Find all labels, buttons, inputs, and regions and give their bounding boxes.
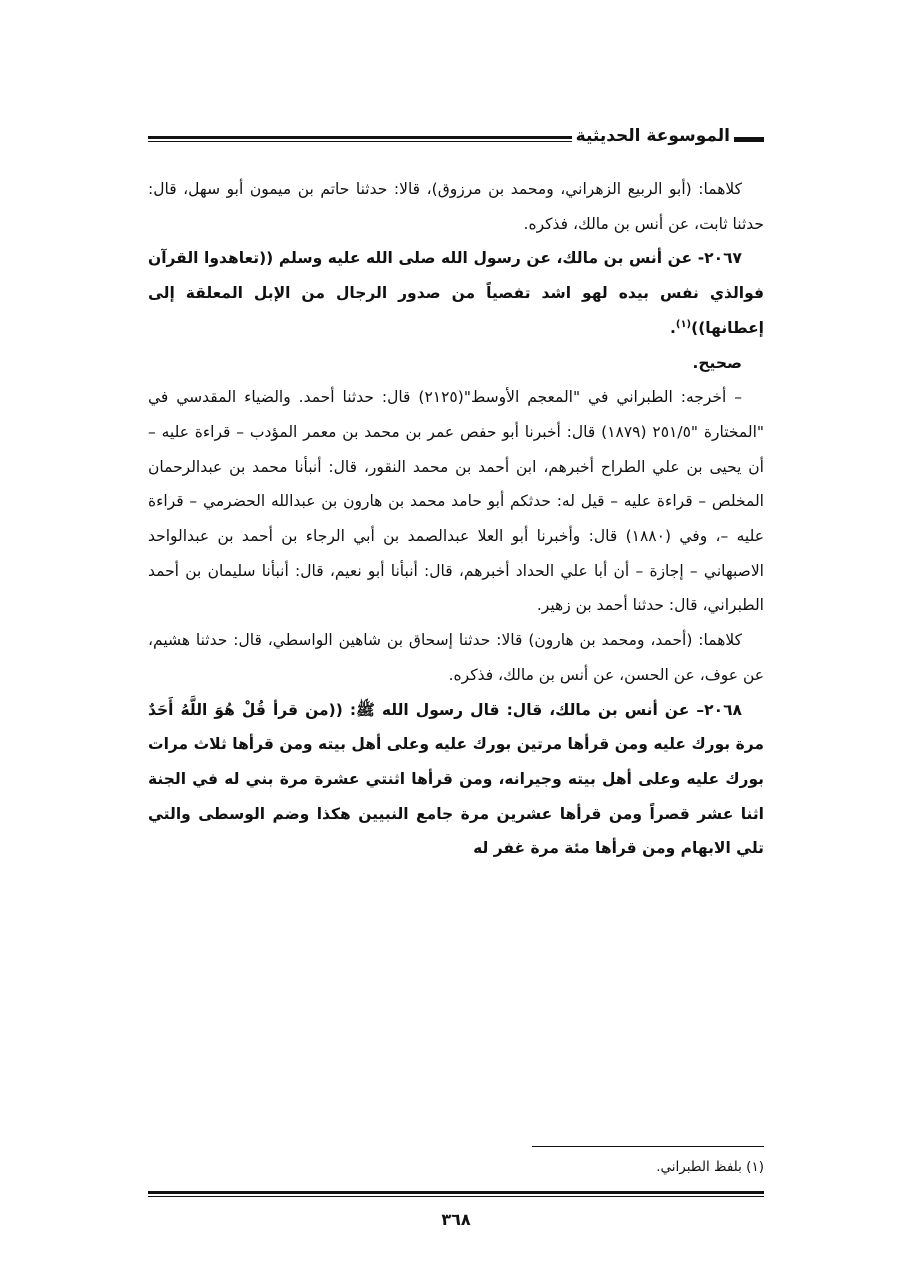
running-header: [148, 120, 764, 152]
header-rule-right: [734, 137, 764, 142]
footnote-marker: (١): [675, 318, 692, 330]
footnote: (١) بلفظ الطبراني.: [656, 1159, 764, 1175]
hadith-grade: صحيح.: [692, 353, 742, 372]
hadith-2067: [148, 241, 764, 345]
header-title: الموسوعة الحديثية: [575, 126, 730, 146]
body-text: [148, 172, 764, 866]
paragraph-chain-1: كلاهما: (أبو الربيع الزهراني، ومحمد بن مرزوق)، قالا: حدثنا حاتم بن ميمون أبو سهل، قال: حدثنا ثابت، عن أنس بن مالك، فذكره.: [148, 180, 764, 233]
page-number: ٣٦٨: [441, 1210, 471, 1229]
document-page: [148, 120, 764, 1250]
footer-rule: [148, 1191, 764, 1197]
paragraph-chain-2: كلاهما: (أحمد، ومحمد بن هارون) قالا: حدثنا إسحاق بن شاهين الواسطي، قال: حدثنا هشيم، عن عوف، عن الحسن، عن أنس بن مالك، فذكره.: [148, 631, 764, 684]
hadith-2067-end: .: [669, 318, 676, 337]
paragraph-takhrij: – أخرجه: الطبراني في "المعجم الأوسط"(٢١٢٥) قال: حدثنا أحمد. والضياء المقدسي في "المختارة "٢٥١/٥ (١٨٧٩) قال: أخبرنا أبو حفص عمر بن محمد بن معمر المؤدب – قراءة عليه – أن يحيى بن علي الطراح أخبرهم، ابن أحمد بن محمد النقور، قال: أنبأنا محمد بن عبدالرحمان المخلص – قراءة عليه – قيل له: حدثكم أبو حامد محمد بن هارون بن عبدالله الحضرمي – قراءة عليه –، وفي (١٨٨٠) قال: وأخبرنا أبو العلا عبدالصمد بن أبي الرجاء بن أحمد بن عبدالواحد الاصبهاني – إجازة – أن أبا علي الحداد أخبرهم، قال: أنبأنا أبو نعيم، قال: أنبأنا سليمان بن أحمد الطبراني، قال: حدثنا أحمد بن زهير.: [148, 388, 765, 615]
footnote-separator: [532, 1146, 764, 1147]
hadith-2067-text: ٢٠٦٧- عن أنس بن مالك، عن رسول الله صلى الله عليه وسلم ((تعاهدوا القرآن فوالذي نفس بيده لهو اشد تفصياً من صدور الرجال من الإبل المعلقة إلى إعطانها)): [148, 249, 764, 337]
hadith-2068: ٢٠٦٨– عن أنس بن مالك، قال: قال رسول الله ﷺ: ((من قرأ قُلْ هُوَ اللَّهُ أَحَدٌ مرة بورك عليه ومن قرأها مرتين بورك عليه وعلى أهل بيته ومن قرأها ثلاث مرات بورك عليه وعلى أهل بيته وجيرانه، ومن قرأها اثنتي عشرة مرة بني له في الجنة اثنا عشر قصراً ومن قرأها عشرين مرة جامع النبيين هكذا وضم الوسطى والتي تلي الابهام ومن قرأها مئة مرة غفر له: [148, 700, 764, 858]
header-rule-left: [148, 136, 572, 142]
